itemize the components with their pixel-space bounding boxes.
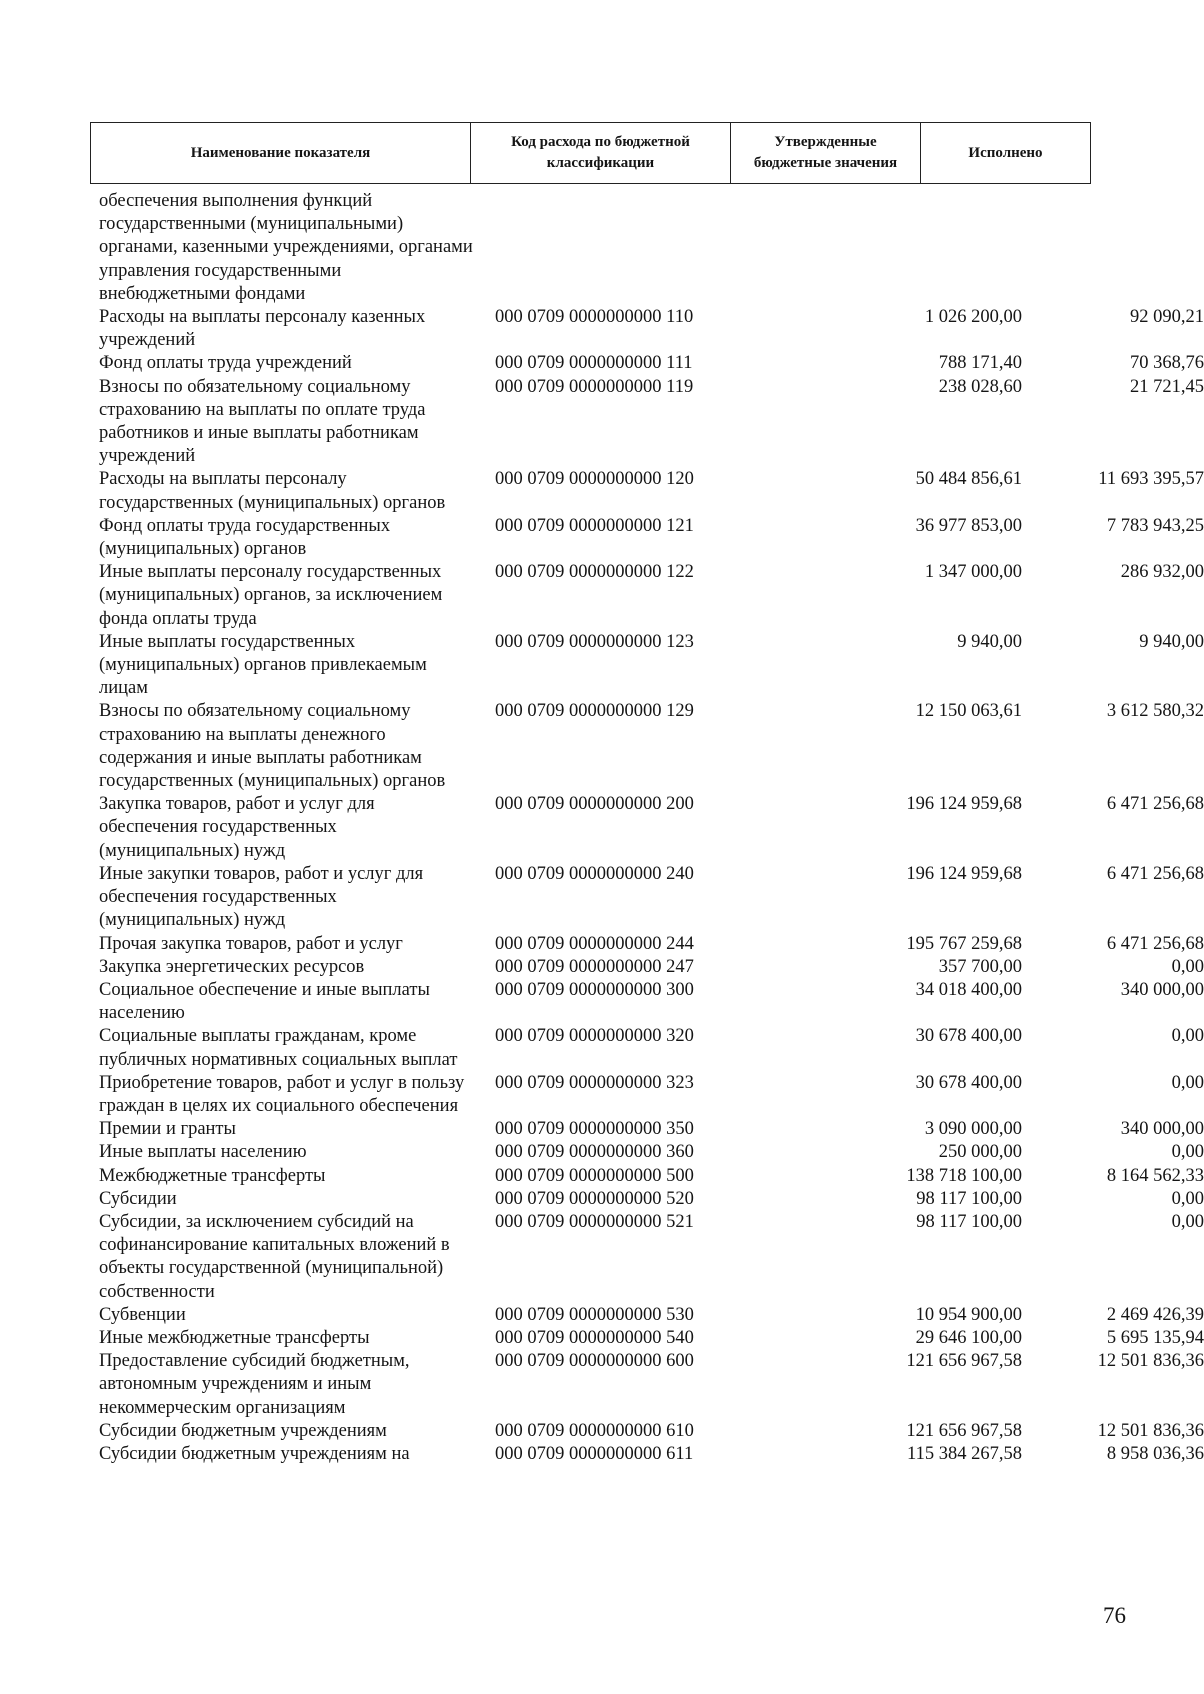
header-executed: Исполнено xyxy=(921,123,1091,184)
row-approved: 115 384 267,58 xyxy=(907,1443,1022,1464)
header-code: Код расхода по бюджетной классификации xyxy=(471,123,731,184)
row-name: Предоставление субсидий бюджетным, автономным учреждениям и иным некоммерческим организациям xyxy=(99,1351,410,1418)
row-name: Иные выплаты населению xyxy=(99,1142,307,1163)
row-name: Закупка энергетических ресурсов xyxy=(99,956,365,977)
row-code: 000 0709 0000000000 119 xyxy=(495,376,694,397)
table-row xyxy=(99,1327,1204,1350)
row-approved: 9 940,00 xyxy=(957,631,1022,652)
row-name: Расходы на выплаты персоналу государственных (муниципальных) органов xyxy=(99,469,446,513)
row-executed: 12 501 836,36 xyxy=(1097,1351,1204,1372)
table-header xyxy=(90,122,1091,184)
row-executed: 0,00 xyxy=(1171,1188,1204,1209)
row-executed: 92 090,21 xyxy=(1130,307,1204,328)
row-name: Социальные выплаты гражданам, кроме публичных нормативных социальных выплат xyxy=(99,1026,458,1070)
row-approved: 1 347 000,00 xyxy=(924,562,1022,583)
row-code: 000 0709 0000000000 111 xyxy=(495,353,693,374)
row-name: Иные закупки товаров, работ и услуг для обеспечения государственных (муниципальных) нужд xyxy=(99,863,424,931)
row-approved: 357 700,00 xyxy=(938,956,1022,977)
row-executed: 6 471 256,68 xyxy=(1106,794,1204,815)
row-approved: 12 150 063,61 xyxy=(915,701,1022,722)
row-code: 000 0709 0000000000 129 xyxy=(495,701,694,722)
table-row xyxy=(99,1211,1204,1304)
table-row xyxy=(99,352,1204,375)
row-name: Фонд оплаты труда учреждений xyxy=(99,353,352,374)
row-code: 000 0709 0000000000 600 xyxy=(495,1351,694,1372)
row-executed: 2 469 426,39 xyxy=(1106,1304,1204,1325)
table-row xyxy=(99,515,1204,561)
row-executed: 0,00 xyxy=(1171,956,1204,977)
row-name: Межбюджетные трансферты xyxy=(99,1165,326,1186)
row-code: 000 0709 0000000000 200 xyxy=(495,794,694,815)
row-approved: 196 124 959,68 xyxy=(906,794,1022,815)
row-code: 000 0709 0000000000 500 xyxy=(495,1165,694,1186)
row-approved: 238 028,60 xyxy=(938,376,1022,397)
row-approved: 10 954 900,00 xyxy=(915,1304,1022,1325)
row-executed: 3 612 580,32 xyxy=(1106,701,1204,722)
row-code: 000 0709 0000000000 323 xyxy=(495,1072,694,1093)
row-approved: 98 117 100,00 xyxy=(916,1188,1022,1209)
row-code: 000 0709 0000000000 300 xyxy=(495,979,694,1000)
row-code: 000 0709 0000000000 110 xyxy=(495,307,694,328)
table-row xyxy=(99,863,1204,933)
row-name: Иные выплаты персоналу государственных (муниципальных) органов, за исключением фонда оплаты труда xyxy=(99,562,443,629)
page-number: 76 xyxy=(1103,1603,1126,1628)
row-name: обеспечения выполнения функций государственными (муниципальными) органами, казенными учреждениями, органами управления государственными внебюджетными фондами xyxy=(99,191,473,304)
row-name: Расходы на выплаты персоналу казенных учреждений xyxy=(99,307,426,351)
row-executed: 0,00 xyxy=(1171,1072,1204,1093)
row-code: 000 0709 0000000000 521 xyxy=(495,1211,694,1232)
table-row xyxy=(99,1165,1204,1188)
row-name: Прочая закупка товаров, работ и услуг xyxy=(99,933,403,954)
row-executed: 8 164 562,33 xyxy=(1106,1165,1204,1186)
row-executed: 12 501 836,36 xyxy=(1097,1420,1204,1441)
row-executed: 0,00 xyxy=(1171,1142,1204,1163)
row-approved: 138 718 100,00 xyxy=(906,1165,1022,1186)
table-row xyxy=(99,190,1099,306)
row-executed: 9 940,00 xyxy=(1139,631,1204,652)
row-name: Социальное обеспечение и иные выплаты населению xyxy=(99,979,430,1024)
row-code: 000 0709 0000000000 520 xyxy=(495,1188,694,1209)
table-row xyxy=(99,1350,1204,1420)
table-row xyxy=(99,933,1204,956)
row-approved: 788 171,40 xyxy=(938,353,1022,374)
table-row xyxy=(99,631,1204,701)
table-row xyxy=(99,956,1204,979)
table-row xyxy=(99,1118,1204,1141)
row-approved: 250 000,00 xyxy=(938,1142,1022,1163)
row-code: 000 0709 0000000000 247 xyxy=(495,956,694,977)
row-name: Премии и гранты xyxy=(99,1119,236,1140)
row-code: 000 0709 0000000000 611 xyxy=(495,1443,694,1464)
row-approved: 98 117 100,00 xyxy=(916,1211,1022,1232)
row-code: 000 0709 0000000000 121 xyxy=(495,515,694,536)
row-code: 000 0709 0000000000 122 xyxy=(495,562,694,583)
row-executed: 5 695 135,94 xyxy=(1106,1327,1204,1348)
table-row xyxy=(99,979,1204,1025)
row-approved: 3 090 000,00 xyxy=(924,1119,1022,1140)
row-code: 000 0709 0000000000 540 xyxy=(495,1327,694,1348)
table-row xyxy=(99,1420,1204,1443)
row-executed: 7 783 943,25 xyxy=(1106,515,1204,536)
row-executed: 340 000,00 xyxy=(1120,1119,1204,1140)
row-code: 000 0709 0000000000 350 xyxy=(495,1119,694,1140)
row-approved: 195 767 259,68 xyxy=(906,933,1022,954)
row-name: Иные выплаты государственных (муниципальных) органов привлекаемым лицам xyxy=(99,631,427,699)
row-code: 000 0709 0000000000 120 xyxy=(495,469,694,490)
row-executed: 340 000,00 xyxy=(1120,979,1204,1000)
row-executed: 11 693 395,57 xyxy=(1098,469,1204,490)
row-name: Субсидии, за исключением субсидий на софинансирование капитальных вложений в объекты государственной (муниципальной) собственности xyxy=(99,1211,450,1302)
table-row xyxy=(99,1072,1204,1118)
row-name: Взносы по обязательному социальному страхованию на выплаты по оплате труда работников и иные выплаты работникам учреждений xyxy=(99,376,426,467)
row-approved: 29 646 100,00 xyxy=(915,1327,1022,1348)
row-name: Закупка товаров, работ и услуг для обеспечения государственных (муниципальных) нужд xyxy=(99,794,375,861)
table-row xyxy=(99,1443,1204,1466)
table-row xyxy=(99,793,1204,863)
row-name: Иные межбюджетные трансферты xyxy=(99,1327,370,1348)
row-name: Взносы по обязательному социальному страхованию на выплаты денежного содержания и иные выплаты работникам государственных (муниципальных) органов xyxy=(99,701,446,792)
row-name: Фонд оплаты труда государственных (муниципальных) органов xyxy=(99,515,391,560)
table-row xyxy=(99,1025,1204,1071)
row-executed: 21 721,45 xyxy=(1130,376,1204,397)
row-code: 000 0709 0000000000 240 xyxy=(495,863,694,884)
row-approved: 196 124 959,68 xyxy=(906,863,1022,884)
row-approved: 50 484 856,61 xyxy=(915,469,1022,490)
table-body xyxy=(99,190,1204,1466)
table-row xyxy=(99,1141,1204,1164)
row-approved: 121 656 967,58 xyxy=(906,1420,1022,1441)
row-name: Приобретение товаров, работ и услуг в пользу граждан в целях их социального обеспечения xyxy=(99,1072,465,1116)
row-executed: 0,00 xyxy=(1171,1211,1204,1232)
table-row xyxy=(99,700,1204,793)
row-name: Субсидии бюджетным учреждениям на xyxy=(99,1443,410,1464)
table-row xyxy=(99,376,1204,469)
row-approved: 34 018 400,00 xyxy=(915,979,1022,1000)
row-code: 000 0709 0000000000 360 xyxy=(495,1142,694,1163)
row-code: 000 0709 0000000000 123 xyxy=(495,631,694,652)
row-code: 000 0709 0000000000 530 xyxy=(495,1304,694,1325)
row-code: 000 0709 0000000000 610 xyxy=(495,1420,694,1441)
row-executed: 70 368,76 xyxy=(1130,353,1204,374)
row-executed: 0,00 xyxy=(1171,1026,1204,1047)
row-name: Субсидии бюджетным учреждениям xyxy=(99,1420,387,1441)
row-approved: 30 678 400,00 xyxy=(915,1026,1022,1047)
row-name: Субвенции xyxy=(99,1304,186,1325)
table-row xyxy=(99,561,1204,631)
row-executed: 6 471 256,68 xyxy=(1106,863,1204,884)
row-approved: 30 678 400,00 xyxy=(915,1072,1022,1093)
header-name: Наименование показателя xyxy=(91,123,471,184)
row-code: 000 0709 0000000000 320 xyxy=(495,1026,694,1047)
row-executed: 6 471 256,68 xyxy=(1106,933,1204,954)
row-approved: 121 656 967,58 xyxy=(906,1351,1022,1372)
table-row xyxy=(99,1304,1204,1327)
row-executed: 8 958 036,36 xyxy=(1106,1443,1204,1464)
table-row xyxy=(99,306,1204,352)
row-name: Субсидии xyxy=(99,1188,177,1209)
row-code: 000 0709 0000000000 244 xyxy=(495,933,694,954)
table-row xyxy=(99,468,1204,514)
row-executed: 286 932,00 xyxy=(1120,562,1204,583)
row-approved: 1 026 200,00 xyxy=(924,307,1022,328)
table-row xyxy=(99,1188,1204,1211)
row-approved: 36 977 853,00 xyxy=(915,515,1022,536)
header-approved: Утвержденные бюджетные значения xyxy=(731,123,921,184)
